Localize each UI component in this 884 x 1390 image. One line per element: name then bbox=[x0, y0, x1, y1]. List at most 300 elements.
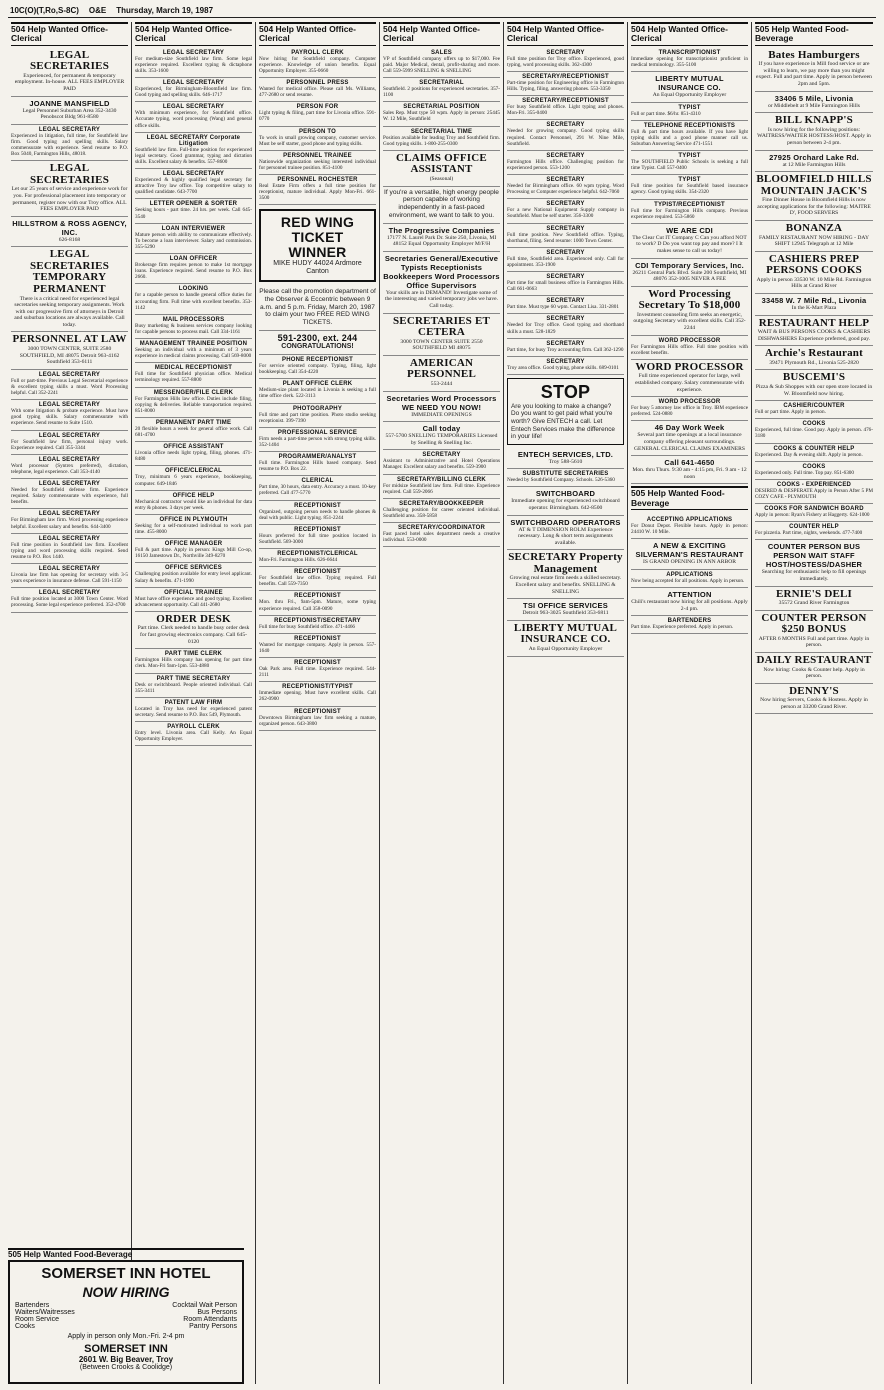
ad-title: BLOOMFIELD HILLS MOUNTAIN JACK'S bbox=[756, 173, 872, 197]
classified-ad bbox=[259, 428, 376, 452]
ad-body: at 12 Mile Farmington Hills bbox=[782, 161, 846, 168]
classified-ad bbox=[755, 252, 873, 294]
ad-body: Troy 588-5610 bbox=[548, 458, 583, 465]
ad-title: OFFICE HELP bbox=[172, 492, 215, 499]
classified-ad bbox=[11, 48, 128, 97]
position-item: Room Attendants bbox=[183, 1316, 237, 1323]
ad-body: Part-time position for Engineering office in Farmington Hills. Typing, filing, answering phones. 553-3350 bbox=[507, 79, 624, 93]
classified-ad bbox=[383, 392, 500, 423]
ad-title: SECRETARY bbox=[546, 316, 585, 323]
ad-title: BUSCEMI'S bbox=[782, 371, 846, 384]
ad-body: 35572 Grand River Farmington bbox=[778, 600, 850, 607]
classified-ad bbox=[507, 296, 624, 314]
classified-ad bbox=[135, 612, 252, 649]
somerset-address: 2601 W. Big Beaver, Troy bbox=[78, 1355, 174, 1364]
ad-body: Challenging position for career oriented individual. Southfield area. 358-5858 bbox=[383, 506, 500, 519]
classified-columns bbox=[8, 22, 876, 1384]
ad-title: LEGAL SECRETARY bbox=[162, 49, 225, 56]
classified-ad bbox=[507, 448, 624, 470]
ad-body: Part time. Experience preferred. Apply in person. bbox=[631, 624, 734, 631]
ad-body: Nationwide organization seeking interested individual for personnel trainee position. 851-4100 bbox=[259, 158, 376, 171]
classified-ad bbox=[631, 48, 748, 72]
ad-body: For Farmington Hills office. Full time position with excellent benefits. bbox=[631, 343, 748, 356]
position-item: Bartenders bbox=[15, 1302, 50, 1309]
classified-ad bbox=[507, 378, 624, 445]
ad-title: LEGAL SECRETARY bbox=[38, 590, 101, 597]
ad-body: Part time, for busy Troy accounting firm. Call 362-1290 bbox=[507, 346, 624, 353]
ad-body: Full & part time. Apply in person: Kings Mill Co-op, 16150 Jamestown Dr., Northville 349-8270 bbox=[135, 547, 252, 560]
classified-ad bbox=[11, 479, 128, 509]
ad-title: SECRETARY bbox=[546, 274, 585, 281]
classified-ad bbox=[259, 151, 376, 175]
ad-title: SECRETARY/BOOKKEEPER bbox=[399, 500, 484, 507]
ad-title: SECRETARY/BILLING CLERK bbox=[397, 476, 486, 483]
classified-ad bbox=[631, 287, 748, 336]
classified-ad bbox=[507, 357, 624, 375]
somerset-cross-streets: (Between Crooks & Coolidge) bbox=[79, 1364, 173, 1371]
position-item: Cooks bbox=[15, 1323, 35, 1330]
ad-title: PERSONNEL TRAINEE bbox=[283, 152, 352, 159]
classified-ad bbox=[383, 78, 500, 102]
classified-ad bbox=[507, 621, 624, 657]
ad-title: MESSENGER/FILE CLERK bbox=[153, 389, 234, 396]
ad-title: OFFICE SERVICES bbox=[165, 565, 222, 572]
classified-ad bbox=[135, 133, 252, 169]
ad-title: SECRETARIAL TIME bbox=[410, 128, 473, 135]
classified-ad bbox=[631, 360, 748, 397]
ad-body: Seeking an individual with a minimum of 3 years experience in medical claims processing. Call 569-8000 bbox=[135, 347, 252, 360]
ad-body: Full or part time. Apply in person. bbox=[755, 409, 826, 416]
ad-body: Full time position in Southfield law firm. Excellent typing and word processing skills required. Send resume to P.O. Box 1440. bbox=[11, 541, 128, 560]
ad-body: Full time for Farmington Hills company. Previous experience required. 553-5860 bbox=[631, 207, 748, 220]
ad-body: 39471 Plymouth Rd., Livonia 525-2820 bbox=[769, 359, 859, 366]
ad-title: LEGAL SECRETARIES bbox=[29, 162, 110, 186]
classified-ad bbox=[135, 539, 252, 563]
position-item: Bus Persons bbox=[197, 1309, 237, 1316]
ad-title: OFFICE IN PLYMOUTH bbox=[159, 516, 228, 523]
ad-title: WORD PROCESSOR bbox=[658, 399, 721, 406]
ad-body: Brokerage firm requires person to make 1st mortgage loans. Experience required. Send resume to P.O. Box 2660. bbox=[135, 262, 252, 281]
ad-body: For Birmingham law firm. Word processing experience helpful. Excellent salary and benefits. 644-3400 bbox=[11, 517, 128, 530]
ad-title: WORD PROCESSOR bbox=[658, 337, 721, 344]
ad-title: LEGAL SECRETARY bbox=[162, 171, 225, 178]
ad-body: Needed for growing company. Good typing skills required. Contact Personnel, 291 W. Nine Mile, Southfield. bbox=[507, 128, 624, 147]
ad-title: TYPIST bbox=[678, 104, 701, 111]
ad-body: IS GRAND OPENING IN ANN ARBOR bbox=[642, 559, 737, 566]
ad-title: PAYROLL CLERK bbox=[291, 49, 344, 56]
ad-body: An Equal Opportunity Employer bbox=[528, 645, 603, 652]
ad-body: Entry level. Livonia area. Call Kelly. An Equal Opportunity Employer. bbox=[135, 730, 252, 743]
ad-body: In the K-Mart Plaza bbox=[791, 305, 837, 312]
ad-title: SECRETARY/COORDINATOR bbox=[398, 525, 485, 532]
classified-ad bbox=[259, 616, 376, 634]
ad-title: LEGAL SECRETARY bbox=[38, 371, 101, 378]
classified-ad bbox=[631, 224, 748, 259]
ad-body: 626-8168 bbox=[58, 236, 81, 243]
ad-body: Mon-Fri. Farmington Hills. 626-6644 bbox=[259, 557, 338, 564]
ad-title: OFFICE MANAGER bbox=[164, 541, 223, 548]
classified-ad bbox=[631, 103, 748, 121]
ad-title: RED WING TICKET WINNER bbox=[280, 214, 355, 260]
ad-title: LETTER OPENER & SORTER bbox=[149, 201, 238, 208]
ad-title: 591-2300, ext. 244 bbox=[277, 332, 358, 343]
ad-title: SWITCHBOARD bbox=[535, 489, 596, 499]
ad-title: JOANNE MANSFIELD bbox=[29, 98, 110, 108]
ad-title: MAIL PROCESSORS bbox=[162, 316, 225, 323]
column-4 bbox=[380, 22, 504, 1384]
classified-ad bbox=[755, 504, 873, 522]
ad-title: COOKS bbox=[802, 463, 826, 470]
classified-ad bbox=[135, 169, 252, 199]
ad-title: AMERICAN PERSONNEL bbox=[406, 356, 477, 381]
ad-title: 27925 Orchard Lake Rd. bbox=[769, 152, 859, 162]
ad-title: RECEPTIONIST bbox=[294, 593, 341, 600]
ad-body: Hours preferred for full time position located in Southfield. 569-3000 bbox=[259, 532, 376, 545]
classified-ad bbox=[631, 121, 748, 151]
ad-title: SECRETARIAL bbox=[419, 80, 464, 87]
classified-ad bbox=[135, 588, 252, 612]
ad-title: SECRETARY Property Management bbox=[508, 551, 623, 575]
classified-ad bbox=[755, 346, 873, 370]
ad-title: STOP bbox=[540, 381, 591, 402]
classified-ad bbox=[755, 444, 873, 462]
ad-body: Immediate opening for experienced switchboard operator. Birmingham. 642-8500 bbox=[511, 498, 620, 511]
somerset-tagline: NOW HIRING bbox=[82, 1284, 170, 1300]
classified-ad bbox=[135, 674, 252, 698]
ad-body: 3000 TOWN CENTER SUITE 2550 SOUTHFIELD MI 48075 bbox=[400, 338, 483, 352]
ad-body: 3000 TOWN CENTER, SUITE 2580 SOUTHFIELD, MI 48075 Detroit 963-4162 Southfield 353-6111 bbox=[19, 346, 120, 366]
ad-title: ENTECH SERVICES, LTD. bbox=[517, 449, 614, 459]
ad-body: Fine Dinner House in Bloomfield Hills is now accepting applications for the following: MAITRE D', FOOD SERVERS bbox=[757, 197, 871, 217]
ad-title: SECRETARY bbox=[546, 298, 585, 305]
classified-ad bbox=[383, 356, 500, 392]
ad-body: Full time for busy Southfield office. 471-4466 bbox=[259, 623, 356, 630]
ad-title: ORDER DESK bbox=[156, 612, 231, 625]
ad-title: Call today bbox=[422, 424, 461, 434]
ad-body: Southfield law firm. Full-time position for experienced legal secretary. Good grammar, typing and dictation skills. Excellent salary & benefits. 557-8600 bbox=[135, 146, 252, 165]
ad-body: Organized, outgoing person needs to handle phones & deal with public. Light typing. 851-2244 bbox=[259, 508, 376, 521]
classified-ad bbox=[383, 450, 500, 474]
ad-body: Let our 25 years of service and experience work for you. For professional placement into temporary or permanent, register now with our Troy office. ALL FEES EMPLOYER PAID bbox=[11, 186, 128, 213]
classified-ad bbox=[259, 404, 376, 428]
ad-body: Several part time openings at a local insurance company offering pleasant surroundings. GENERAL CLERICAL CLAIMS EXAMINERS bbox=[634, 432, 745, 452]
ad-body: Are you looking to make a change? Do you want to get paid what you're worth? Give ENTECH a call. Let Entech Services make the difference in your life! bbox=[511, 402, 615, 441]
column-1 bbox=[8, 22, 132, 1384]
ad-body: An Equal Opportunity Employer bbox=[652, 91, 727, 98]
classified-ad bbox=[135, 466, 252, 490]
ad-title: LEGAL SECRETARY bbox=[38, 402, 101, 409]
ad-body: Part time. Clerk needed to handle busy order desk for fast growing electronics company. Call 645-0120 bbox=[137, 625, 250, 645]
classified-ad bbox=[383, 422, 500, 450]
ad-body: Wanted for mortgage company. Apply in person. 557-1640 bbox=[259, 641, 376, 654]
ad-title: CLERICAL bbox=[301, 478, 334, 485]
classified-ad bbox=[507, 272, 624, 296]
classified-ad bbox=[631, 588, 748, 616]
classified-ad bbox=[11, 97, 128, 125]
classified-ad bbox=[11, 509, 128, 533]
classified-ad bbox=[259, 127, 376, 151]
ad-title: SECRETARY/RECEPTIONIST bbox=[522, 98, 609, 105]
classified-ad bbox=[259, 209, 376, 282]
ad-body: Full time and part time position. Photo studio seeking receptionist. 399-7390 bbox=[259, 411, 376, 424]
ad-body: Full or part-time. Previous Legal Secretarial experience & excellent typing skills a must. Word Processing helpful. Call 352-2241 bbox=[11, 377, 128, 397]
ad-body: 26211 Central Park Blvd. Suite 200 Southfield, MI 48076 352-1005 NEVER A FEE bbox=[632, 269, 747, 283]
ad-title: SECRETARY bbox=[546, 201, 585, 208]
ad-body: Firm needs a part-time person with strong typing skills. 352-1404 bbox=[259, 435, 376, 448]
ad-body: Full time experienced operator for large, well established company. Salary commensurate with experience. bbox=[635, 373, 744, 393]
ad-title: SUBSTITUTE SECRETARIES bbox=[522, 471, 609, 478]
ad-body: Experienced only. Full time. Top pay. 851-6300 bbox=[755, 469, 854, 476]
ad-title: PATENT LAW FIRM bbox=[164, 699, 223, 706]
classified-ad bbox=[259, 549, 376, 567]
ad-title: PERMANENT PART TIME bbox=[155, 419, 232, 426]
ad-title: SECRETARY bbox=[422, 452, 461, 459]
classified-ad bbox=[11, 161, 128, 216]
classified-ad bbox=[383, 523, 500, 547]
classified-ad bbox=[631, 151, 748, 175]
ad-body: Troy area office. Good typing, phone skills. 689-0101 bbox=[507, 364, 619, 371]
classified-ad bbox=[507, 120, 624, 150]
position-item: Cocktail Wait Person bbox=[172, 1302, 237, 1309]
section-header: 504 Help Wanted Office-Clerical bbox=[383, 22, 500, 46]
ad-title: DENNY'S bbox=[789, 684, 839, 697]
column-3 bbox=[256, 22, 380, 1384]
classified-ad bbox=[135, 224, 252, 254]
ad-body: Mechanical contractor would like an individual for data entry & phones. 3 days per week. bbox=[135, 498, 252, 511]
ad-body: Southfield. 2 positions for experienced secretaries. 357-1100 bbox=[383, 86, 500, 99]
classified-ad bbox=[631, 421, 748, 456]
ad-title: SECRETARY/RECEPTIONIST bbox=[522, 73, 609, 80]
ad-title: OFFICE/CLERICAL bbox=[165, 468, 222, 475]
classified-ad bbox=[259, 525, 376, 549]
column-6 bbox=[628, 22, 752, 1384]
ad-title: BARTENDERS bbox=[667, 618, 712, 625]
ad-title: Archie's Restaurant bbox=[764, 347, 863, 360]
section-header: 504 Help Wanted Office-Clerical bbox=[135, 22, 252, 46]
ad-title: A NEW & EXCITING SILVERMAN'S RESTAURANT bbox=[635, 541, 744, 560]
ad-body: The Clear Cut IT Company C Can you afford NOT to work? D Do you want top pay and more? I It makes sense to call us today! bbox=[632, 234, 747, 254]
classified-ad bbox=[259, 658, 376, 682]
ad-title: COUNTER HELP bbox=[789, 524, 839, 531]
ad-title: COUNTER PERSON BUS PERSON WAIT STAFF HOST/HOSTESS/DASHER bbox=[765, 542, 863, 570]
classified-ad bbox=[11, 588, 128, 612]
classified-ad bbox=[507, 469, 624, 487]
ad-title: LEGAL SECRETARY bbox=[162, 80, 225, 87]
ad-body: Full time position. New Southfield office. Typing, shorthand, filing. Send resume: 1000 Town Center. bbox=[507, 231, 624, 244]
ad-body: Is now hiring for the following positions: WAITRESS/WAITER HOSTESS/HOST. Apply in person between 2-4 pm. bbox=[757, 126, 871, 146]
classified-ad bbox=[259, 634, 376, 658]
ad-title: 33406 5 Mile, Livonia bbox=[774, 93, 854, 103]
classified-ad bbox=[11, 370, 128, 400]
classified-ad bbox=[259, 452, 376, 476]
ad-body: FAMILY RESTAURANT NOW HIRING - DAY SHIFT 12945 Telegraph at 12 Mile bbox=[759, 234, 869, 248]
classified-ad bbox=[11, 431, 128, 455]
ad-body: For busy Southfield office. Light typing and phones. Mon-Fri. 355-0400 bbox=[507, 104, 624, 117]
classified-ad bbox=[11, 217, 128, 248]
classified-ad bbox=[755, 653, 873, 684]
ad-body: For midsize Southfield law firm. Full time. Experience required. Call 559-2066 bbox=[383, 482, 500, 495]
ad-title: RECEPTIONIST bbox=[294, 502, 341, 509]
classified-ad bbox=[135, 649, 252, 673]
classified-ad bbox=[11, 400, 128, 430]
ad-title: PART TIME CLERK bbox=[164, 651, 223, 658]
ad-title: LEGAL SECRETARY bbox=[38, 535, 101, 542]
classified-ad bbox=[135, 284, 252, 314]
ad-body: For busy 5 attorney law office in Troy. IBM experience preferred. 524-0880 bbox=[631, 405, 748, 418]
ad-body: VP of Southfield company offers up to $17,000. Fee paid. Major Medical, dental, profit-sharing and more. Call 559-5999 SNELLING & SNELLING bbox=[383, 55, 500, 74]
ad-title: 505 Help Wanted Food-Beverage bbox=[631, 486, 748, 510]
ad-body: Wanted for medical office. Please call Ms. Williams, 477-2680 or send resume. bbox=[259, 86, 376, 99]
ad-body: There is a critical need for experienced legal secretaries seeking temporary assignments. Work with our progressive firm of attorneys in Detroit and suburban locations are always available. Call today. bbox=[14, 295, 125, 328]
ad-body: Must have office experience and good typing. Excellent advancement opportunity. Call 441-2680 bbox=[135, 595, 252, 608]
classified-ad bbox=[755, 294, 873, 316]
ad-body: Fast paced hotel sales department needs a creative individual. 553-0000 bbox=[383, 531, 500, 544]
paper-name: O&E bbox=[88, 6, 107, 15]
ad-title: TYPIST bbox=[678, 177, 701, 184]
classified-ad bbox=[259, 48, 376, 78]
ad-body: With minimum experience, for Southfield office. Accurate typing, word processing (Wang) and general office skills. bbox=[135, 110, 252, 129]
classified-ad bbox=[755, 370, 873, 401]
ad-body: Legal Personnel Suburban Area 352-3430 Penobscot Bldg 961-8580 bbox=[22, 107, 117, 121]
ad-body: For Farmington Hills law office. Duties include filing, copying & deliveries. Reliable transportation required. 851-8000 bbox=[135, 395, 252, 414]
column-2 bbox=[132, 22, 256, 1384]
ad-body: 557-5700 SNELLING TEMPORARIES Licensed by Snelling & Snelling Inc. bbox=[385, 433, 498, 446]
classified-ad bbox=[383, 252, 500, 314]
classified-ad bbox=[755, 587, 873, 611]
ad-title: CDI Temporary Services, Inc. bbox=[635, 260, 744, 270]
section-header: 505 Help Wanted Food-Beverage bbox=[755, 22, 873, 46]
ad-title: COUNTER PERSON $250 BONUS bbox=[761, 611, 867, 636]
classified-ad bbox=[507, 314, 624, 338]
classified-ad bbox=[383, 102, 500, 126]
ad-body: Investment counseling firm seeks an energetic, outgoing Secretary with excellent skills. Call 352-2244 bbox=[633, 311, 746, 332]
classified-ad bbox=[631, 539, 748, 570]
ad-title: SECRETARY bbox=[546, 177, 585, 184]
ad-title: RECEPTIONIST/CLERICAL bbox=[277, 551, 358, 558]
ad-title: Call 641-4650 bbox=[664, 458, 715, 468]
ad-body: AFTER 6 MONTHS Full and part time. Apply in person. bbox=[758, 635, 870, 649]
ad-body: Experienced & highly qualified legal secretary for attractive Troy law office. Top competitive salary to qualified candidate. 643-7700 bbox=[135, 177, 252, 196]
ad-body: Needed for Troy office. Good typing and shorthand skills a must. 528-1829 bbox=[507, 322, 624, 335]
ad-title: OFFICIAL TRAINEE bbox=[164, 589, 223, 596]
ad-body: With some litigation & probate experience. Must have good typing skills. Salary commensurate with experience. Send resume to Suite 1510. bbox=[11, 408, 128, 427]
classified-ad bbox=[507, 96, 624, 120]
classified-ad bbox=[135, 515, 252, 539]
classified-ad bbox=[11, 125, 128, 162]
ad-body: Word processor (Syntrex preferred), dictation, telephone, legal experience. Call 353-4140 bbox=[11, 462, 128, 475]
somerset-title: SOMERSET INN HOTEL bbox=[41, 1265, 211, 1282]
ad-title: Word Processing Secretary To $18,000 bbox=[638, 287, 741, 312]
classified-ad bbox=[755, 316, 873, 347]
ad-body: Medium-size plant located in Livonia is seeking a full time office clerk. 522-3113 bbox=[259, 387, 376, 400]
classified-ad bbox=[507, 248, 624, 272]
classified-ad bbox=[755, 480, 873, 504]
ad-title: SECRETARY bbox=[546, 122, 585, 129]
ad-title: SECRETARIES ET CETERA bbox=[392, 314, 491, 339]
ad-title: COOKS & COUNTER HELP bbox=[773, 445, 855, 452]
ad-title: LEGAL SECRETARY bbox=[38, 126, 101, 133]
classified-ad bbox=[259, 102, 376, 126]
ad-body: 20 flexible hours a week for general office work. Call 681-4700 bbox=[135, 425, 252, 439]
somerset-positions bbox=[15, 1302, 237, 1330]
ad-title: RECEPTIONIST bbox=[294, 526, 341, 533]
ad-title: Secretaries Word Processors WE NEED YOU NOW! bbox=[386, 393, 497, 412]
classified-ad bbox=[11, 455, 128, 479]
ad-body: If you have experience in Mill food service or are willing to learn, we pay more than you might expect. Full and part time. Apply in person between 2pm and 5pm. bbox=[756, 61, 872, 88]
ad-body: Full or part time. $6/hr. 851-4310 bbox=[631, 110, 701, 117]
ad-body: Chili's restaurant now hiring for all positions. Apply 2-4 pm. bbox=[631, 599, 748, 612]
somerset-apply: Apply in person only Mon.-Fri. 2-4 pm bbox=[67, 1333, 185, 1340]
ad-title: PROGRAMMER/ANALYST bbox=[278, 454, 357, 461]
ad-body: Full time. Farmington Hills based company. Send resume to P.O. Box 22. bbox=[259, 460, 376, 473]
classified-ad bbox=[135, 254, 252, 284]
ad-body: For a new National Equipment Supply company in Southfield. Must be self starter. 356-3300 bbox=[507, 207, 624, 220]
ad-title: LEGAL SECRETARIES bbox=[29, 48, 110, 73]
ad-title: RECEPTIONIST bbox=[294, 569, 341, 576]
classified-ad bbox=[507, 199, 624, 223]
ad-title: Secretaries General/Executive Typists Receptionists Bookkeepers Word Processors Office Supervisors bbox=[383, 253, 500, 290]
ad-title: TSI OFFICE SERVICES bbox=[523, 601, 608, 611]
ad-body: Full & part time hours available. If you have light typing skills and a good phone manner call us. Suburban Answering Service 471-1551 bbox=[631, 128, 748, 147]
classified-ad bbox=[383, 499, 500, 523]
ad-body: Challenging position available for entry level applicant. Salary & benefits. 471-1990 bbox=[135, 571, 252, 584]
section-header: 504 Help Wanted Office-Clerical bbox=[259, 22, 376, 46]
page-header bbox=[8, 4, 876, 18]
ad-body: Mon. thru Thurs. 9:30 am - 4:15 pm, Fri. 9 am - 12 noon bbox=[632, 467, 747, 480]
ad-body: To work in small growing company, customer service. Must be self starter, good phone and typing skills. bbox=[259, 134, 376, 147]
classified-ad bbox=[259, 331, 376, 355]
ad-body: Located in Troy has need for experienced patent secretary. Send resume to P.O. Box 549, Plymouth. bbox=[135, 705, 252, 718]
ad-title: ATTENTION bbox=[667, 590, 712, 600]
classified-ad bbox=[383, 151, 500, 187]
ad-body: Needed for Birmingham office. 60 wpm typing. Word Processing or Computer experience helpful. 642-7060 bbox=[507, 183, 624, 196]
ad-title: COOKS FOR SANDWICH BOARD bbox=[764, 506, 864, 513]
ad-title: LEGAL SECRETARY bbox=[38, 456, 101, 463]
classified-ad bbox=[383, 314, 500, 356]
ad-body: Searching for enthusiastic help to fill openings immediately. bbox=[761, 569, 867, 582]
ad-title: RECEPTIONIST/SECRETARY bbox=[274, 617, 361, 624]
classified-ad bbox=[135, 388, 252, 418]
ad-title: PHOTOGRAPHY bbox=[292, 405, 343, 412]
ad-body: Immediate opening for transcriptionist proficient in medical terminology. 355-5100 bbox=[631, 55, 748, 68]
ad-title: 46 Day Work Week bbox=[654, 423, 725, 433]
ad-title: CASHIER/COUNTER bbox=[783, 403, 845, 410]
ad-title: COOKS - EXPERIENCED bbox=[776, 481, 852, 488]
ad-title: SALES bbox=[430, 49, 452, 56]
classified-ad bbox=[507, 516, 624, 551]
ad-title: LEGAL SECRETARY bbox=[38, 566, 101, 573]
ad-title: SECRETARY bbox=[546, 249, 585, 256]
ad-title: PERSON FOR bbox=[296, 104, 339, 111]
classified-ad bbox=[259, 591, 376, 615]
ad-body: Busy marketing & business services company looking for capable persons to process mail. Call 334-1161 bbox=[135, 322, 252, 335]
ad-title: LEGAL SECRETARY Corporate Litigation bbox=[146, 134, 241, 147]
ad-body: For Southfield law firm, personal injury work. Experience required. Call 355-3344 bbox=[11, 438, 128, 451]
classified-ad bbox=[755, 611, 873, 653]
ad-body: (Seasonal) bbox=[429, 175, 454, 182]
ad-body: For Donut Depot. Flexible hours. Apply in person: 24410 W. 10 Mile. bbox=[631, 523, 748, 536]
ad-title: LOAN OFFICER bbox=[169, 256, 218, 263]
section-header-food: 505 Help Wanted Food-Beverage bbox=[8, 1248, 244, 1259]
ad-body: If you're a versatile, high energy people person capable of working independently in a fast-paced environment, we want to talk to you. bbox=[384, 188, 499, 219]
ad-body: Seeking hours - part time. 24 hrs. per week. Call 645-3540 bbox=[135, 207, 252, 220]
ad-body: Needed for Southfield defense firm. Experience required. Salary commensurate with experience, full benefits. bbox=[11, 487, 128, 506]
ad-title: SECRETARY bbox=[546, 225, 585, 232]
ad-title: PERSONNEL ROCHESTER bbox=[277, 177, 358, 184]
section-header: 504 Help Wanted Office-Clerical bbox=[631, 22, 748, 46]
ad-title: HILLSTROM & ROSS AGENCY, INC. bbox=[12, 218, 127, 237]
ad-body: Assistant to Administrative and Hotel Operations Manager. Excellent salary and benefits. 559-3900 bbox=[383, 458, 500, 471]
